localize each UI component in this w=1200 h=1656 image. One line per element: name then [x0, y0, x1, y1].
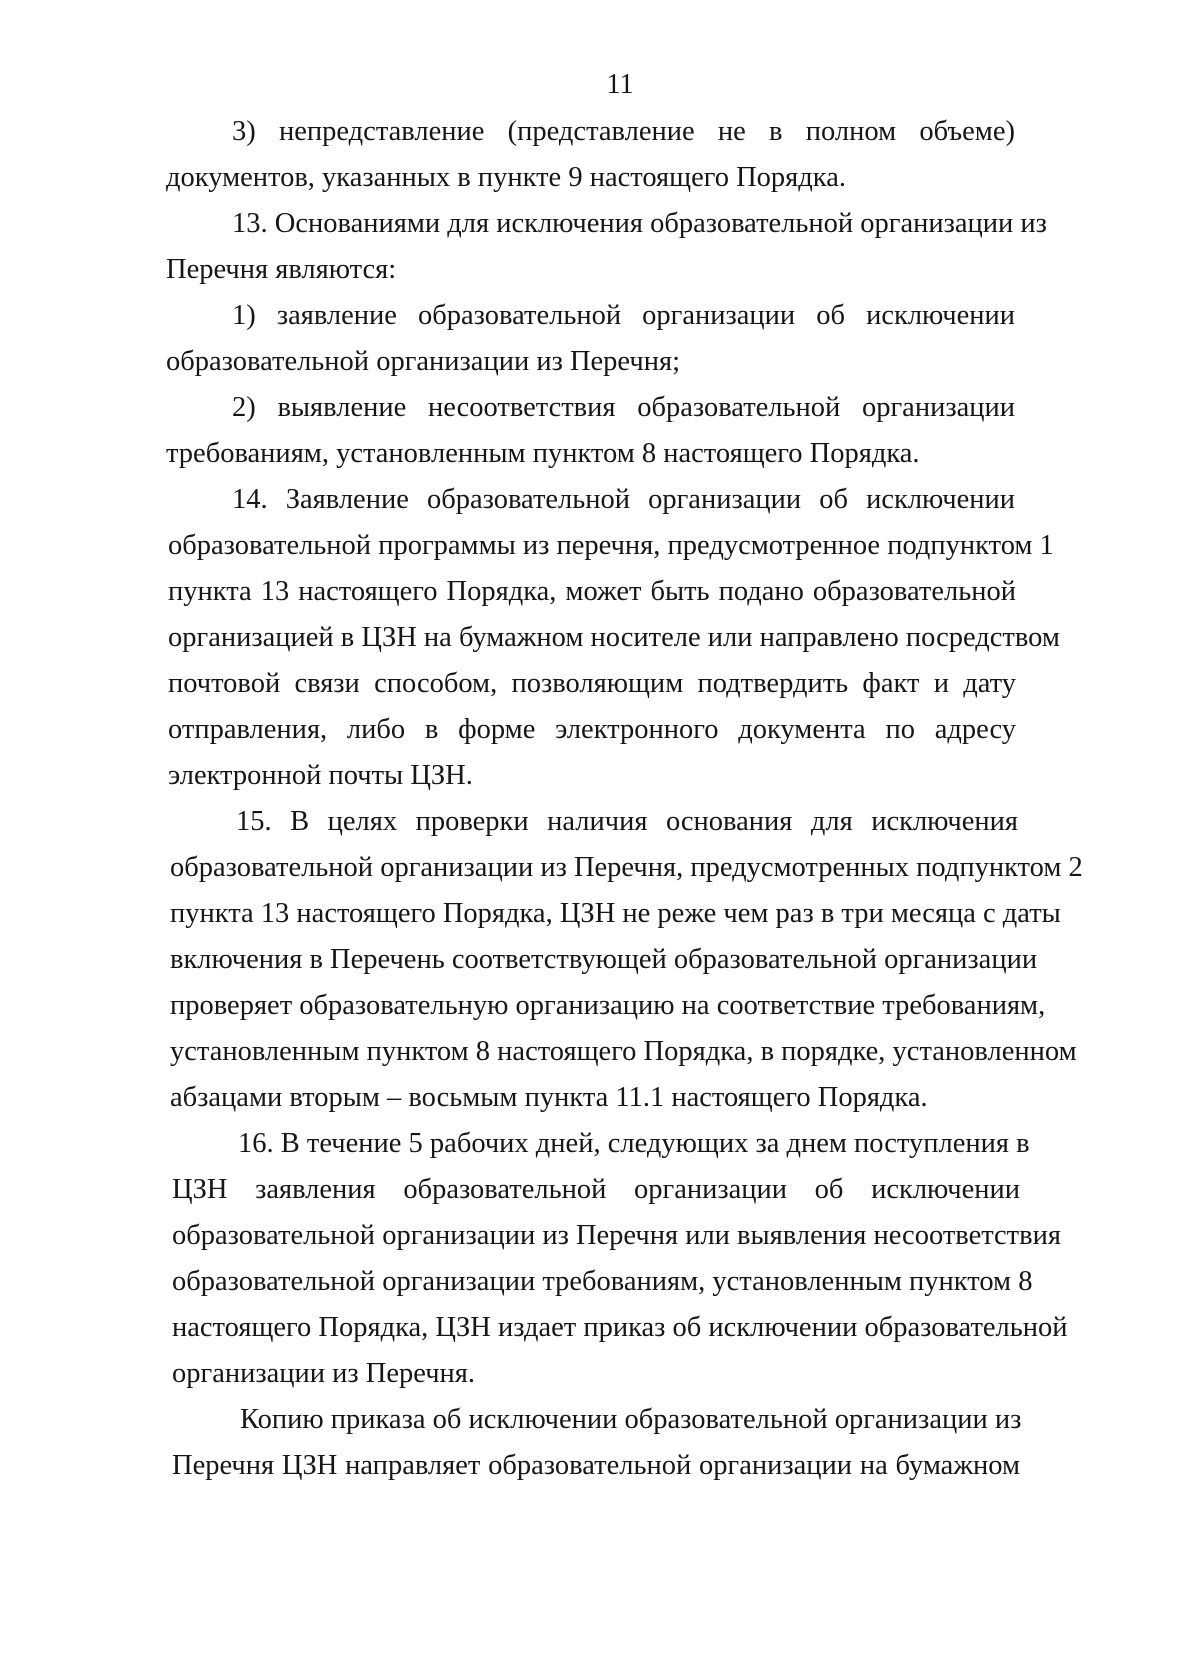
text-line: 14. Заявление образовательной организации об исключении — [232, 484, 1015, 515]
page-number: 11 — [606, 69, 634, 100]
text-line: образовательной организации из Перечня или выявления несоответствия — [172, 1220, 1061, 1251]
text-line: отправления, либо в форме электронного документа по адресу — [168, 714, 1016, 745]
text-line: ЦЗН заявления образовательной организации об исключении — [172, 1174, 1020, 1205]
text-line: электронной почты ЦЗН. — [168, 760, 473, 791]
text-line: образовательной организации из Перечня, предусмотренных подпунктом 2 — [170, 852, 1083, 883]
text-line: настоящего Порядка, ЦЗН издает приказ об исключении образовательной — [172, 1312, 1068, 1343]
text-line: пункта 13 настоящего Порядка, ЦЗН не реже чем раз в три месяца с даты — [170, 898, 1061, 929]
text-line: Перечня являются: — [166, 254, 397, 285]
text-line: 13. Основаниями для исключения образовательной организации из — [232, 208, 1047, 239]
text-line: проверяет образовательную организацию на соответствие требованиям, — [170, 990, 1046, 1021]
text-line: 16. В течение 5 рабочих дней, следующих за днем поступления в — [238, 1128, 1030, 1159]
text-line: организации из Перечня. — [172, 1358, 476, 1389]
text-line: требованиям, установленным пунктом 8 настоящего Порядка. — [166, 438, 920, 469]
text-line: установленным пунктом 8 настоящего Порядка, в порядке, установленном — [170, 1036, 1077, 1067]
text-line: образовательной организации из Перечня; — [166, 346, 680, 377]
text-line: пункта 13 настоящего Порядка, может быть подано образовательной — [168, 576, 1016, 607]
text-line: почтовой связи способом, позволяющим подтвердить факт и дату — [168, 668, 1016, 699]
text-line: 3) непредставление (представление не в полном объеме) — [232, 116, 1015, 147]
text-line: Копию приказа об исключении образовательной организации из — [240, 1404, 1022, 1435]
text-line: образовательной программы из перечня, предусмотренное подпунктом 1 — [168, 530, 1054, 561]
text-line: Перечня ЦЗН направляет образовательной организации на бумажном — [172, 1450, 1020, 1481]
text-line: документов, указанных в пункте 9 настоящего Порядка. — [166, 162, 846, 193]
text-line: организацией в ЦЗН на бумажном носителе или направлено посредством — [168, 622, 1060, 653]
text-line: 1) заявление образовательной организации об исключении — [232, 300, 1015, 331]
text-line: 15. В целях проверки наличия основания для исключения — [236, 806, 1018, 837]
text-line: образовательной организации требованиям, установленным пунктом 8 — [172, 1266, 1033, 1297]
text-line: включения в Перечень соответствующей образовательной организации — [170, 944, 1038, 975]
text-line: 2) выявление несоответствия образовательной организации — [232, 392, 1015, 423]
text-line: абзацами вторым – восьмым пункта 11.1 настоящего Порядка. — [170, 1082, 928, 1113]
